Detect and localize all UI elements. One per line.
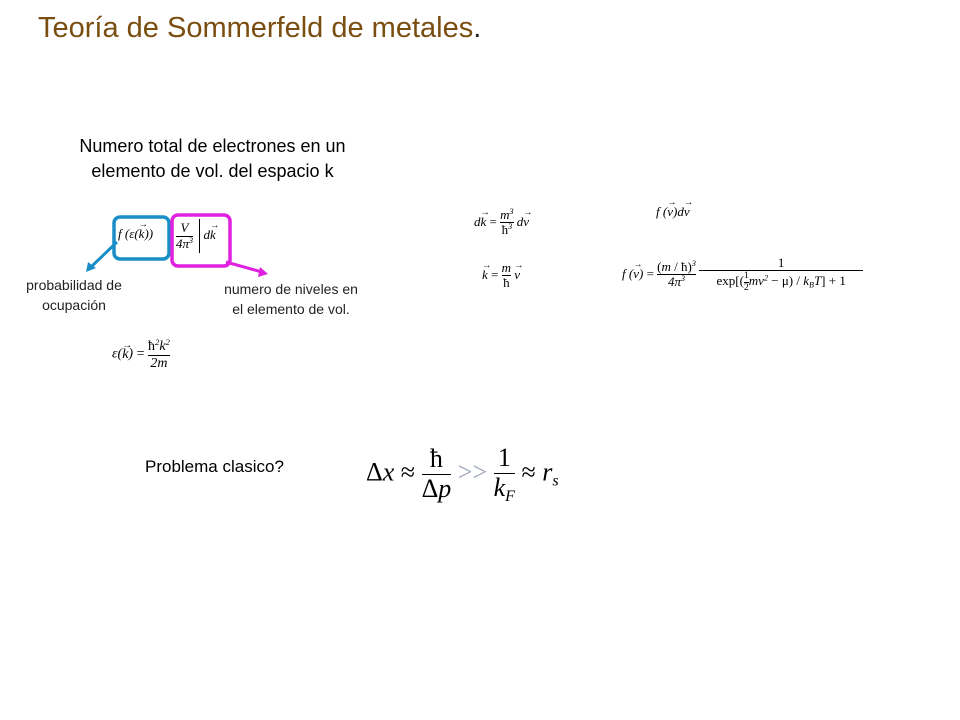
- velocity-distribution-formula: f (→ v) = $\frac{(m / ħ)^3}{4\pi^3}$ 1 exp[( $\frac{1}{2}$ $mv^2 - \mu) / k_BT] + 1$: [622, 256, 863, 294]
- probability-label: probabilidad de ocupación: [26, 277, 122, 313]
- fv-dv-formula: f (→ v)d→ v: [656, 204, 690, 220]
- energy-formula: ε(→ k) = $\frac{ħ^2k^2}{2m}$: [112, 338, 170, 371]
- heading-line-1: Numero total de electrones en un: [79, 136, 346, 156]
- heading-line-2: elemento de vol. del espacio k: [91, 161, 334, 181]
- dk-formula: d→ k = $\frac{m^3}{ħ^3}$ d→ v: [474, 208, 529, 238]
- levels-label: numero de niveles en el elemento de vol.: [224, 281, 358, 317]
- k-formula: → k = $\frac{m}{ħ}$ → v: [482, 261, 520, 291]
- occupation-function-formula: f (ε(→ k)): [118, 226, 153, 242]
- classical-problem-question: Problema clasico?: [145, 457, 284, 476]
- levels-arrowhead: [258, 267, 268, 277]
- uncertainty-formula: Δx ≈ $\frac{ħ}{\Delta p}$ >> $\frac{1}{k_F}$ ≈ $r_s$: [366, 443, 559, 505]
- slide-title: Teoría de Sommerfeld de metales.: [38, 12, 482, 44]
- levels-arrow: [226, 262, 262, 272]
- levels-formula: $\frac{V}{4\pi^3}$ d→ k: [176, 219, 216, 253]
